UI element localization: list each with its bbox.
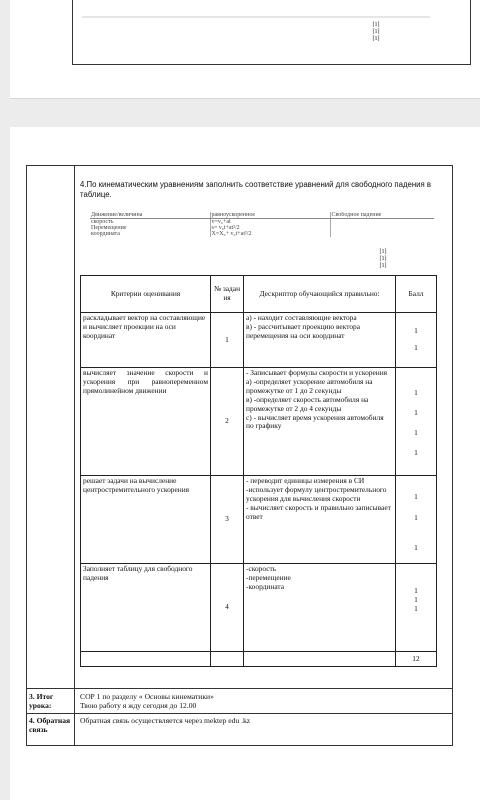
mark: [1] (372, 22, 380, 28)
task-number: 4 (211, 564, 244, 652)
descriptor-item: - Записывает формулы скорости и ускорения (246, 368, 388, 377)
score-value: 1 (414, 594, 418, 604)
descriptor-item: а) - находит составляющие вектора (246, 313, 357, 322)
header-score: Балл (396, 276, 437, 313)
mark: [1] (372, 36, 380, 42)
score-marks (375, 249, 391, 270)
descriptor-item: в) -определяет скорость автомобиля на промежутке от 2 до 4 секунды (246, 394, 369, 413)
total-row (81, 652, 437, 667)
table-cell: X=X₀+ v₀t+at²/2 (210, 231, 330, 237)
criteria-cell: решает задачи на вычисление центростремительного ускорения (81, 476, 211, 564)
header-criteria: Критерии оценивания (81, 276, 211, 313)
descriptor-cell (244, 313, 396, 368)
score-value: 1 (414, 492, 418, 501)
table-cell: Свободное падение (330, 212, 434, 219)
score-value: 1 (414, 542, 418, 552)
mark: [1] (372, 29, 380, 35)
total-score: 12 (396, 652, 437, 667)
feedback-content (80, 716, 450, 725)
mark: [1] (379, 256, 387, 262)
criteria-cell: Заполняет таблицу для свободного падения (81, 564, 211, 652)
descriptor-cell (244, 476, 396, 564)
table-cell: координата (91, 231, 120, 237)
task-number: 3 (211, 476, 244, 564)
feedback-line: Обратная связь осуществляется через mektep edu .kz (80, 716, 251, 725)
score-value: 1 (414, 388, 418, 397)
table-row (81, 368, 437, 476)
table-header-row (81, 276, 437, 313)
descriptor-cell (244, 368, 396, 476)
table-row (90, 231, 434, 237)
descriptor-item: -скорость (246, 564, 277, 573)
score-value: 1 (414, 407, 418, 417)
score-cell (396, 368, 437, 476)
lesson-summary-label: 3. Итог урока: (29, 692, 54, 710)
table-cell: равноускоренное (210, 212, 330, 219)
header-descriptor: Дескриптор обучающийся правильно: (244, 276, 396, 313)
score-value: 1 (414, 512, 418, 522)
feedback-label: 4. Обратная связь (29, 716, 71, 734)
summary-line: Твою работу я жду сегодня до 12.00 (80, 701, 197, 711)
score-value: 1 (414, 342, 418, 352)
descriptor-item: -использует формулу центростремительного ускорения для вычисления скорости (246, 484, 387, 503)
score-value: 1 (414, 603, 418, 613)
score-marks (368, 22, 384, 43)
task-number: 2 (211, 368, 244, 476)
summary-line: СОР 1 по разделу « Основы кинематики» (80, 692, 214, 701)
score-value: 1 (414, 586, 418, 595)
table-cell: s= v₀t+at²/2 (210, 225, 330, 231)
table-row (81, 564, 437, 652)
lesson-summary-content (80, 692, 450, 710)
criteria-cell: вычисляет значение скорости и ускорения при равнопеременном прямолинейном движении (81, 368, 211, 476)
score-value: 1 (414, 447, 418, 457)
table-cell: Движение/величина (90, 212, 210, 219)
table-cell: скорость (91, 219, 114, 225)
table-cell: Перемещение (91, 225, 127, 231)
previous-page (10, 0, 480, 99)
faint-table-line (82, 16, 430, 18)
table-row (81, 313, 437, 368)
score-cell (396, 313, 437, 368)
score-value: 1 (414, 427, 418, 437)
descriptor-item: в) - рассчитывает проекцию вектора перемещения на оси координат (246, 321, 361, 340)
descriptor-item: -перемещение (246, 572, 291, 582)
table-cell (330, 231, 434, 237)
mark: [1] (379, 263, 387, 269)
descriptor-cell (244, 564, 396, 652)
task-number: 1 (211, 313, 244, 368)
criteria-cell: раскладывает вектор на составляющие и вычисляет проекции на оси координат (81, 313, 211, 368)
criteria-table (80, 275, 437, 667)
score-cell (396, 564, 437, 652)
question-text: 4.По кинематическим уравнениям заполнить соответствие уравнений для свободного падения в таблице. (80, 180, 432, 199)
score-value: 1 (414, 326, 418, 335)
descriptor-item: -координата (246, 581, 285, 591)
descriptor-item: а) -определяет ускорение автомобиля на промежутке от 1 до 2 секунды (246, 376, 373, 395)
equation-table (90, 212, 434, 237)
descriptor-item: с) - вычисляет время ускорения автомобиля по графику (246, 412, 384, 431)
table-row (81, 476, 437, 564)
table-cell: v=v₀+at (210, 219, 330, 226)
descriptor-item: - переводит единицы измерения в СИ (246, 476, 365, 485)
mark: [1] (379, 249, 387, 255)
descriptor-item: - вычисляет скорость и правильно записывает ответ (246, 502, 391, 521)
score-cell (396, 476, 437, 564)
header-task: № задан ия (211, 276, 244, 313)
